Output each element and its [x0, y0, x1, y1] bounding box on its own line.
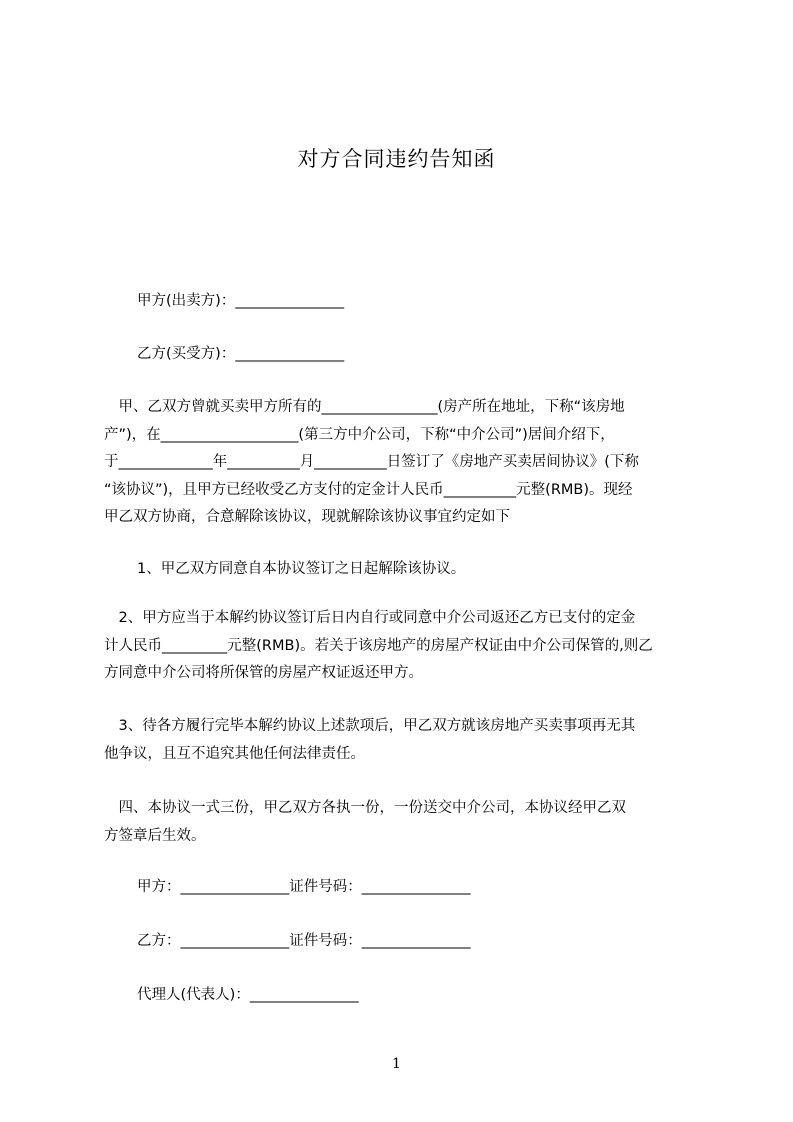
signature-agent: 代理人(代表人)：_______________ [137, 987, 359, 1003]
party-b-line: 乙方(买受方)：_______________ [137, 346, 345, 362]
clause-4-paragraph [104, 795, 708, 850]
intro-line: 甲乙双方协商，合意解除该协议，现就解除该协议事宜约定如下 [104, 509, 510, 525]
intro-line: 产”)，在___________________(第三方中介公司，下称“中介公司”)居间介绍下， [104, 426, 615, 443]
intro-line: 于_____________年__________月__________日签订了《房地产买卖居间协议》(下称 [104, 454, 639, 470]
clause-2-line: 计人民币_________元整(RMB)。若关于该房地产的房屋产权证由中介公司保管的,则乙 [104, 637, 653, 654]
clause-3-line: 他争议，且互不追究其他任何法律责任。 [104, 745, 365, 762]
intro-paragraph [104, 394, 708, 532]
signature-party-b: 乙方：_______________证件号码：_______________ [137, 933, 471, 949]
intro-line: “该协议”)，且甲方已经收受乙方支付的定金计人民币__________元整(RMB)。现经 [104, 481, 633, 498]
clause-2-line: 方同意中介公司将所保管的房屋产权证返还甲方。 [104, 665, 423, 681]
clause-3-paragraph [104, 713, 708, 768]
clause-2-line: 2、甲方应当于本解约协议签订后日内自行或同意中介公司返还乙方已支付的定金 [104, 610, 636, 626]
clause-4-line: 四、本协议一式三份，甲乙双方各执一份，一份送交中介公司，本协议经甲乙双 [104, 800, 626, 816]
party-a-line: 甲方(出卖方)：_______________ [137, 293, 345, 309]
clause-3-line: 3、待各方履行完毕本解约协议上述款项后，甲乙双方就该房地产买卖事项再无其 [104, 718, 636, 734]
intro-line: 甲、乙双方曾就买卖甲方所有的________________(房产所在地址，下称“该房地 [104, 399, 625, 415]
signature-party-a: 甲方：_______________证件号码：_______________ [137, 879, 471, 895]
document-title: 对方合同违约告知函 [297, 147, 496, 171]
clause-1: 1、甲乙双方同意自本协议签订之日起解除该协议。 [137, 561, 466, 577]
clause-4-line: 方签章后生效。 [104, 827, 206, 844]
page-number: 1 [392, 1056, 401, 1072]
clause-2-paragraph [104, 605, 708, 688]
